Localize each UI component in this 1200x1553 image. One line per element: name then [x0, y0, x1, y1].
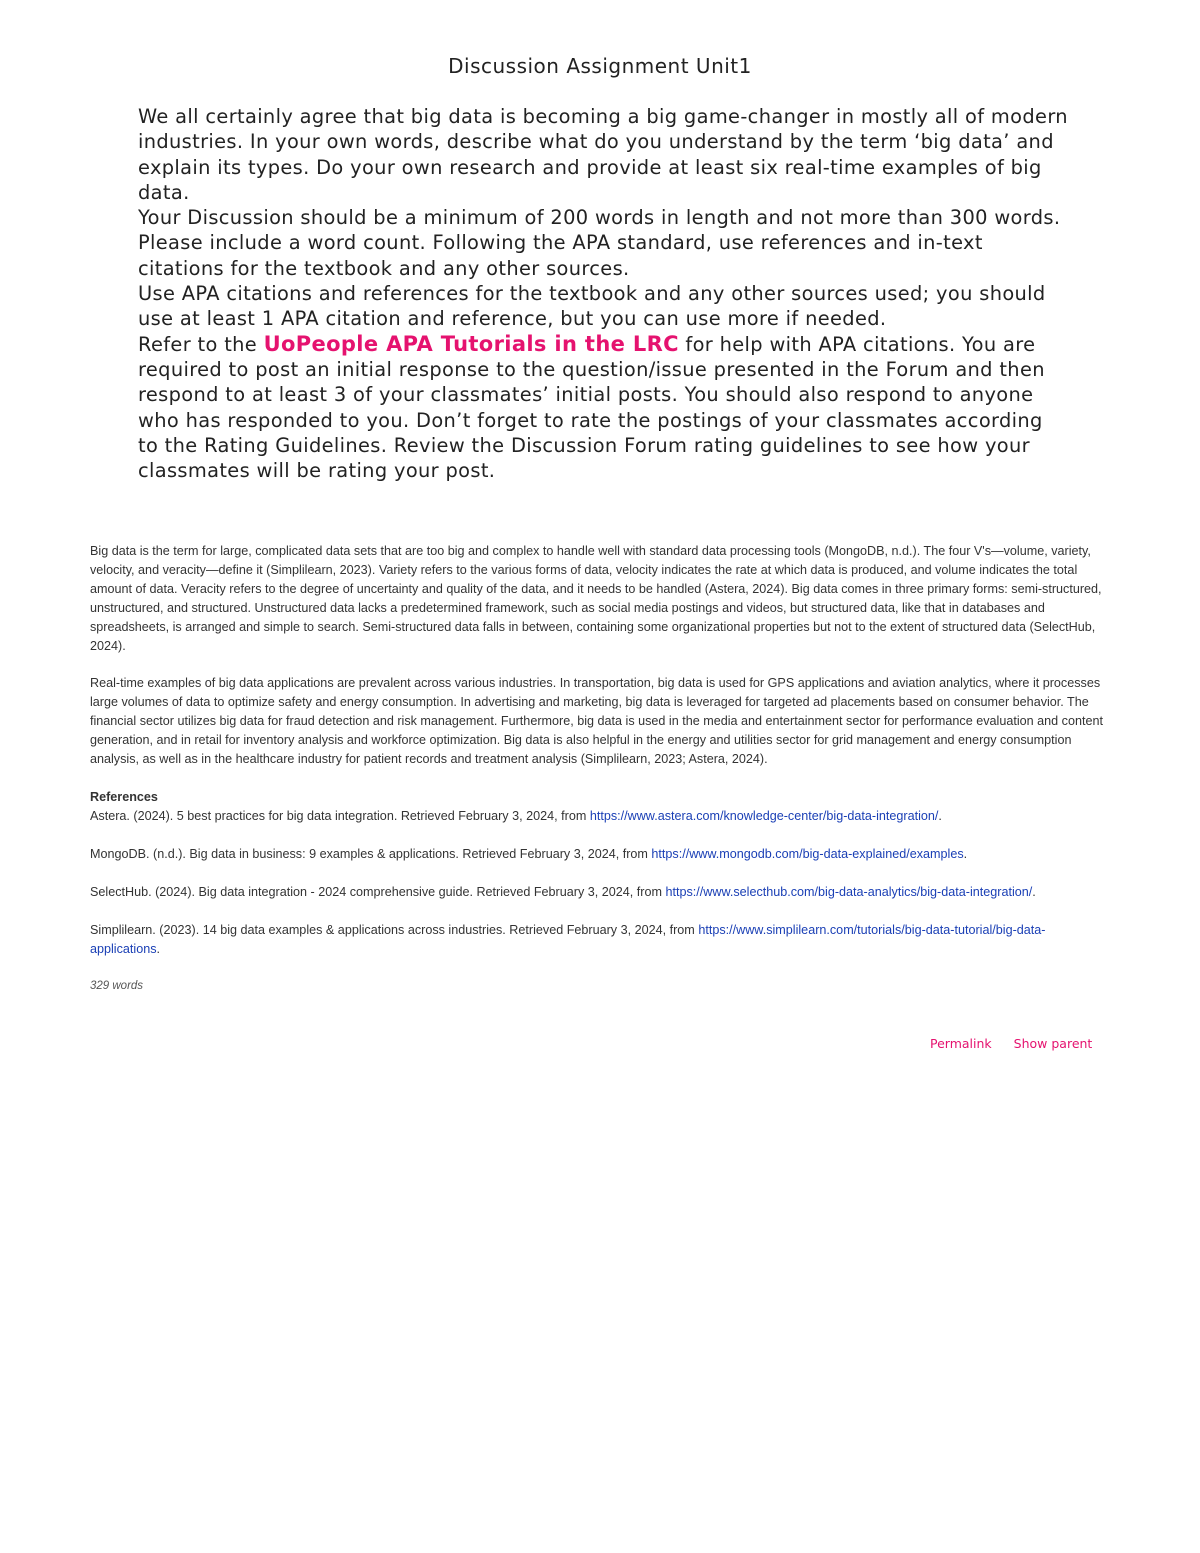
reference-link[interactable]: https://www.selecthub.com/big-data-analytics/big-data-integration/ — [665, 884, 1033, 899]
reference-end: . — [938, 808, 942, 823]
references-list — [90, 807, 1110, 959]
assignment-prompt — [138, 104, 1068, 483]
references-heading: References — [90, 789, 158, 804]
reference-end: . — [1032, 884, 1036, 899]
reference-text: SelectHub. (2024). Big data integration - 2024 comprehensive guide. Retrieved February 3, 2024, from — [90, 884, 666, 899]
forum-post-body — [90, 542, 1110, 996]
reference-link[interactable]: https://www.astera.com/knowledge-center/big-data-integration/ — [589, 808, 939, 823]
apa-tutorials-link[interactable]: UoPeople APA Tutorials in the LRC — [263, 331, 679, 356]
prompt-paragraph-4 — [138, 332, 1068, 484]
reference-end: . — [156, 941, 161, 956]
permalink-link[interactable]: Permalink — [930, 1036, 992, 1051]
word-count: 329 words — [90, 980, 144, 993]
reference-link[interactable]: https://www.mongodb.com/big-data-explained/examples — [651, 846, 964, 861]
post-paragraph-1: Big data is the term for large, complicated data sets that are too big and complex to handle well with standard data processing tools (MongoDB, n.d.). The four V's—volume, variety, velocity, and veracity—define it (Simplilearn, 2023). Variety refers to the various forms of data, velocity indicates the rate at which data is produced, and volume indicates the total amount of data. Veracity refers to the degree of uncertainty and quality of the data, and it needs to be handled (Astera, 2024). Big data comes in three primary forms: semi-structured, unstructured, and structured. Unstructured data lacks a predetermined framework, such as social media postings and videos, but structured data, like that in databases and spreadsheets, is arranged and simple to search. Semi-structured data falls in between, containing some organizational properties but not to the extent of structured data (SelectHub, 2024). — [90, 544, 1102, 653]
reference-text: Simplilearn. (2023). 14 big data examples & applications across industries. Retrieved February 3, 2024, from — [90, 922, 699, 937]
post-actions — [930, 1036, 1092, 1051]
reference-item — [90, 883, 1110, 902]
post-paragraph-2: Real-time examples of big data applications are prevalent across various industries. In transportation, big data is used for GPS applications and aviation analytics, where it processes large volumes of data to optimize safety and energy consumption. In advertising and marketing, big data is leveraged for targeted ad placements based on consumer behavior. The financial sector utilizes big data for fraud detection and risk management. Furthermore, big data is used in the media and entertainment sector for performance evaluation and content generation, and in retail for inventory analysis and workforce optimization. Big data is also helpful in the energy and utilities sector for grid management and energy consumption analysis, as well as in the healthcare industry for patient records and treatment analysis (Simplilearn, 2023; Astera, 2024). — [90, 676, 1103, 767]
reference-item — [90, 921, 1110, 959]
reference-end: . — [963, 846, 968, 861]
reference-link[interactable]: https://www.simplilearn.com/tutorials/big-data-tutorial/big-data-applications — [90, 922, 1046, 956]
prompt-text-after-link: for help with APA citations. You are required to post an initial response to the question/issue presented in the Forum and then respond to at least 3 of your classmates’ initial posts. You should also respond to anyone who has responded to you. Don’t forget to rate the postings of your classmates according to the Rating Guidelines. Review the Discussion Forum rating guidelines to see how your classmates will be rating your post. — [138, 332, 1045, 483]
show-parent-link[interactable]: Show parent — [1013, 1036, 1093, 1051]
prompt-paragraph-1: We all certainly agree that big data is becoming a big game-changer in mostly all of modern industries. In your own words, describe what do you understand by the term ‘big data’ and explain its types. Do your own research and provide at least six real-time examples of big data. — [138, 105, 1068, 204]
reference-item — [90, 807, 1110, 826]
prompt-paragraph-3: Use APA citations and references for the textbook and any other sources used; you should use at least 1 APA citation and reference, but you can use more if needed. — [138, 282, 1046, 331]
page-title: Discussion Assignment Unit1 — [448, 54, 752, 78]
prompt-text-before-link: Refer to the — [138, 332, 264, 356]
reference-text: Astera. (2024). 5 best practices for big data integration. Retrieved February 3, 2024, from — [90, 808, 590, 823]
prompt-paragraph-2: Your Discussion should be a minimum of 200 words in length and not more than 300 words. Please include a word count. Following the APA standard, use references and in-text citations for the textbook and any other sources. — [138, 206, 1061, 280]
reference-text: MongoDB. (n.d.). Big data in business: 9 examples & applications. Retrieved February 3, 2024, from — [90, 846, 652, 861]
reference-item — [90, 845, 1110, 864]
